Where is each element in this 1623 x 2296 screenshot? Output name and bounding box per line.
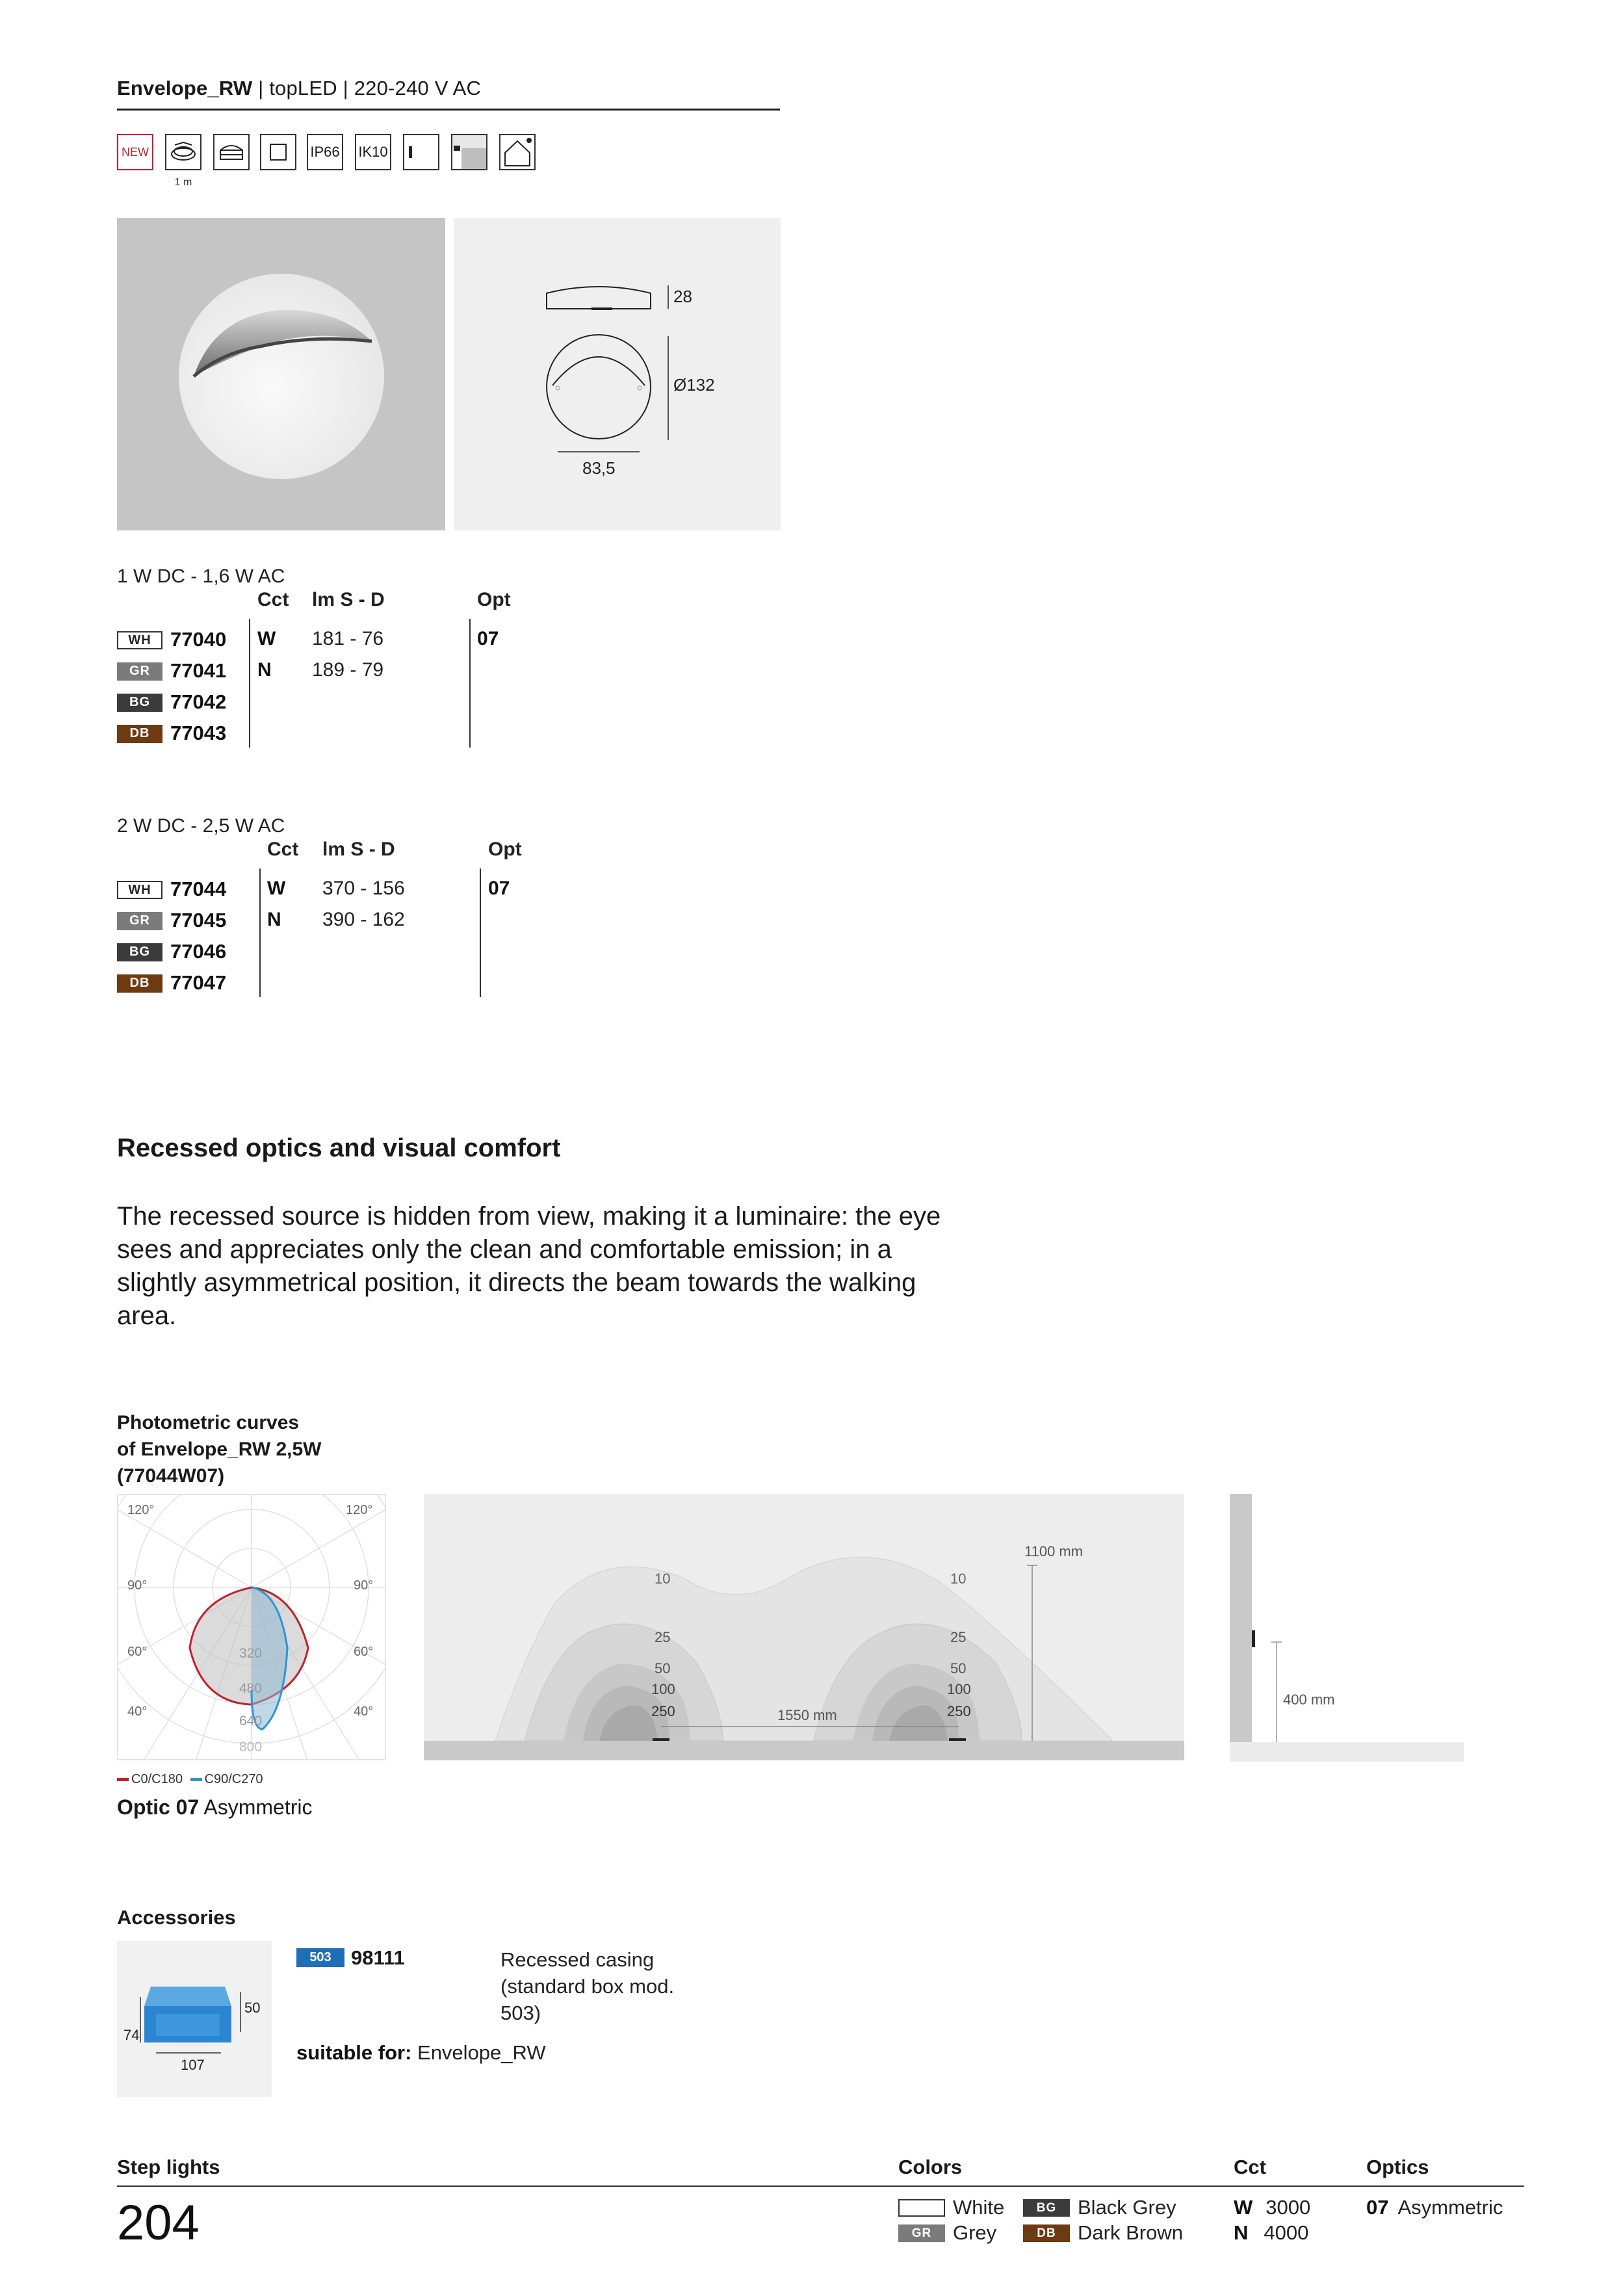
footer-divider [117, 2185, 1524, 2187]
cct-value: N [267, 909, 281, 930]
angle-label: 90° [127, 1578, 148, 1593]
product-code: 77043 [170, 722, 227, 744]
accessory-photo [117, 1941, 272, 2097]
mounting-height-label: 1100 mm [1024, 1543, 1084, 1559]
cct-value: N [257, 659, 272, 681]
footer-optics-label: Optics [1366, 2156, 1429, 2178]
box-503-badge: 503 [296, 1948, 344, 1967]
dim-height: 28 [673, 287, 692, 306]
optics-name: Asymmetric [1397, 2196, 1503, 2219]
product-name: Envelope_RW [117, 77, 253, 99]
color-badge-grey: GR [117, 912, 162, 930]
angle-label: 120° [127, 1503, 155, 1517]
color-name: Dark Brown [1078, 2221, 1183, 2244]
table2-title: 2 W DC - 2,5 W AC [117, 815, 285, 837]
optic-code: Optic 07 [117, 1795, 200, 1819]
isolux-label: 10 [655, 1571, 671, 1587]
color-badge-dark-brown: DB [117, 974, 162, 993]
section-body: The recessed source is hidden from view, making it a luminaire: the eye sees and appreciates only the clean and comfortable emission; in a slightly asymmetrical position, it directs the beam towards the walking area. [117, 1202, 941, 1330]
optic-label [117, 1795, 313, 1820]
wall-mount-icon [403, 134, 439, 170]
color-badge-white: WH [117, 881, 162, 899]
new-badge-icon [117, 134, 153, 170]
cct-code: N [1234, 2221, 1249, 2244]
product-code: 77040 [170, 628, 227, 651]
angle-label: 40° [354, 1704, 374, 1719]
photometric-title [117, 1409, 322, 1489]
table2-divider-1 [259, 868, 261, 997]
ip66-icon [307, 134, 343, 170]
product-photo [117, 218, 445, 530]
ring-label: 320 [239, 1646, 263, 1661]
table1-col-opt: Opt [477, 589, 511, 610]
color-name: White [953, 2196, 1005, 2219]
isolux-label: 100 [947, 1681, 971, 1697]
optic-value: 07 [488, 878, 510, 899]
beam-direction-icon [451, 134, 487, 170]
accessory-suitable-for [296, 2041, 546, 2065]
accessory-dim-depth: 74 [123, 2027, 140, 2043]
outdoor-house-icon [499, 134, 536, 170]
product-code: 77041 [170, 659, 227, 682]
color-badge-black-grey: BG [1023, 2199, 1070, 2217]
ip-label: IP66 [310, 144, 340, 160]
optics-entry [1366, 2196, 1503, 2219]
product-code: 77047 [170, 971, 227, 994]
optic-value: 07 [477, 628, 499, 649]
table1-divider-1 [249, 619, 250, 748]
isolux-label: 50 [950, 1660, 967, 1676]
suitable-label: suitable for: [296, 2041, 412, 2064]
accessory-description: Recessed casing (standard box mod. 503) [500, 1948, 675, 2024]
polar-diagram [117, 1494, 386, 1760]
isolux-label: 25 [655, 1629, 671, 1645]
lumen-value: 181 - 76 [312, 628, 384, 649]
color-badge-grey: GR [117, 662, 162, 681]
footer-category: Step lights [117, 2156, 220, 2178]
photometric-title-line-3: (77044W07) [117, 1465, 225, 1487]
angle-label: 90° [354, 1578, 374, 1593]
c90-swatch [190, 1778, 202, 1781]
dim-diameter: Ø132 [673, 375, 715, 395]
product-code: 77042 [170, 690, 227, 713]
color-name: Black Grey [1078, 2196, 1176, 2219]
accessory-dim-height: 50 [244, 2000, 261, 2016]
isolux-diagram [424, 1494, 1184, 1767]
rotation-caption: 1 m [174, 177, 192, 188]
lumen-value: 189 - 79 [312, 659, 384, 681]
lumen-value: 390 - 162 [322, 909, 405, 930]
accessory-code: 98111 [351, 1946, 405, 1969]
cct-value: 3000 [1266, 2196, 1311, 2219]
legend-c90: C90/C270 [204, 1772, 263, 1786]
cct-value: W [267, 878, 286, 899]
color-badge-white: WH [898, 2199, 945, 2217]
angle-label: 60° [127, 1645, 148, 1659]
table1-col-cct: Cct [257, 589, 289, 610]
photometric-title-line-1: Photometric curves [117, 1412, 300, 1433]
ring-label: 640 [239, 1714, 263, 1729]
c0-swatch [117, 1778, 129, 1781]
table2-col-opt: Opt [488, 839, 522, 860]
color-badge-white: WH [117, 631, 162, 649]
optic-name: Asymmetric [199, 1795, 313, 1819]
class-square-icon [260, 134, 296, 170]
cct-value: W [257, 628, 276, 649]
recessed-icon [213, 134, 250, 170]
product-code: 77044 [170, 878, 227, 900]
ring-label: 800 [239, 1740, 263, 1755]
footer-colors-label: Colors [898, 2156, 963, 2178]
color-badge-black-grey: BG [117, 694, 162, 712]
isolux-label: 100 [651, 1681, 675, 1697]
isolux-label: 250 [651, 1703, 675, 1719]
product-specs: | topLED | 220-240 V AC [252, 77, 482, 99]
table1-title: 1 W DC - 1,6 W AC [117, 566, 285, 587]
cct-entry [1234, 2196, 1310, 2219]
product-code: 77045 [170, 909, 227, 932]
rotation-icon [165, 134, 201, 170]
photometric-title-line-2: of Envelope_RW 2,5W [117, 1439, 322, 1460]
technical-drawing [454, 218, 781, 530]
isolux-label: 10 [950, 1571, 967, 1587]
angle-label: 40° [127, 1704, 148, 1719]
table2-col-cct: Cct [267, 839, 299, 860]
accessory-dim-width: 107 [181, 2057, 205, 2073]
curve-legend [117, 1772, 263, 1787]
section-title: Recessed optics and visual comfort [117, 1134, 561, 1162]
ik10-icon [355, 134, 391, 170]
footer-cct-label: Cct [1234, 2156, 1266, 2178]
product-code: 77046 [170, 940, 227, 963]
cct-entry [1234, 2221, 1308, 2245]
table1-col-lm: lm S - D [312, 589, 385, 610]
color-badge-black-grey: BG [117, 943, 162, 961]
spacing-label: 1550 mm [777, 1707, 837, 1723]
isolux-label: 50 [655, 1660, 671, 1676]
angle-label: 120° [346, 1503, 373, 1517]
ring-label: 480 [239, 1681, 263, 1696]
lumen-value: 370 - 156 [322, 878, 405, 899]
page-header [117, 77, 481, 100]
color-badge-dark-brown: DB [1023, 2224, 1070, 2242]
optics-code: 07 [1366, 2196, 1389, 2219]
isolux-label: 25 [950, 1629, 967, 1645]
dim-width: 83,5 [582, 458, 616, 478]
table1-divider-2 [469, 619, 471, 748]
accessories-title: Accessories [117, 1906, 236, 1929]
table2-col-lm: lm S - D [322, 839, 395, 860]
color-badge-grey: GR [898, 2224, 945, 2242]
cct-value: 4000 [1264, 2221, 1309, 2244]
table2-divider-2 [480, 868, 481, 997]
color-badge-dark-brown: DB [117, 725, 162, 743]
header-divider [117, 109, 780, 111]
color-name: Grey [953, 2221, 997, 2244]
suitable-value: Envelope_RW [411, 2041, 546, 2064]
isolux-label: 250 [947, 1703, 971, 1719]
cct-code: W [1234, 2196, 1253, 2219]
wall-side-view [1230, 1494, 1464, 1767]
legend-c0: C0/C180 [131, 1772, 183, 1786]
ik-label: IK10 [358, 144, 388, 160]
new-label: NEW [122, 145, 149, 159]
wall-height-label: 400 mm [1283, 1691, 1335, 1708]
angle-label: 60° [354, 1645, 374, 1659]
page-number: 204 [117, 2195, 200, 2250]
